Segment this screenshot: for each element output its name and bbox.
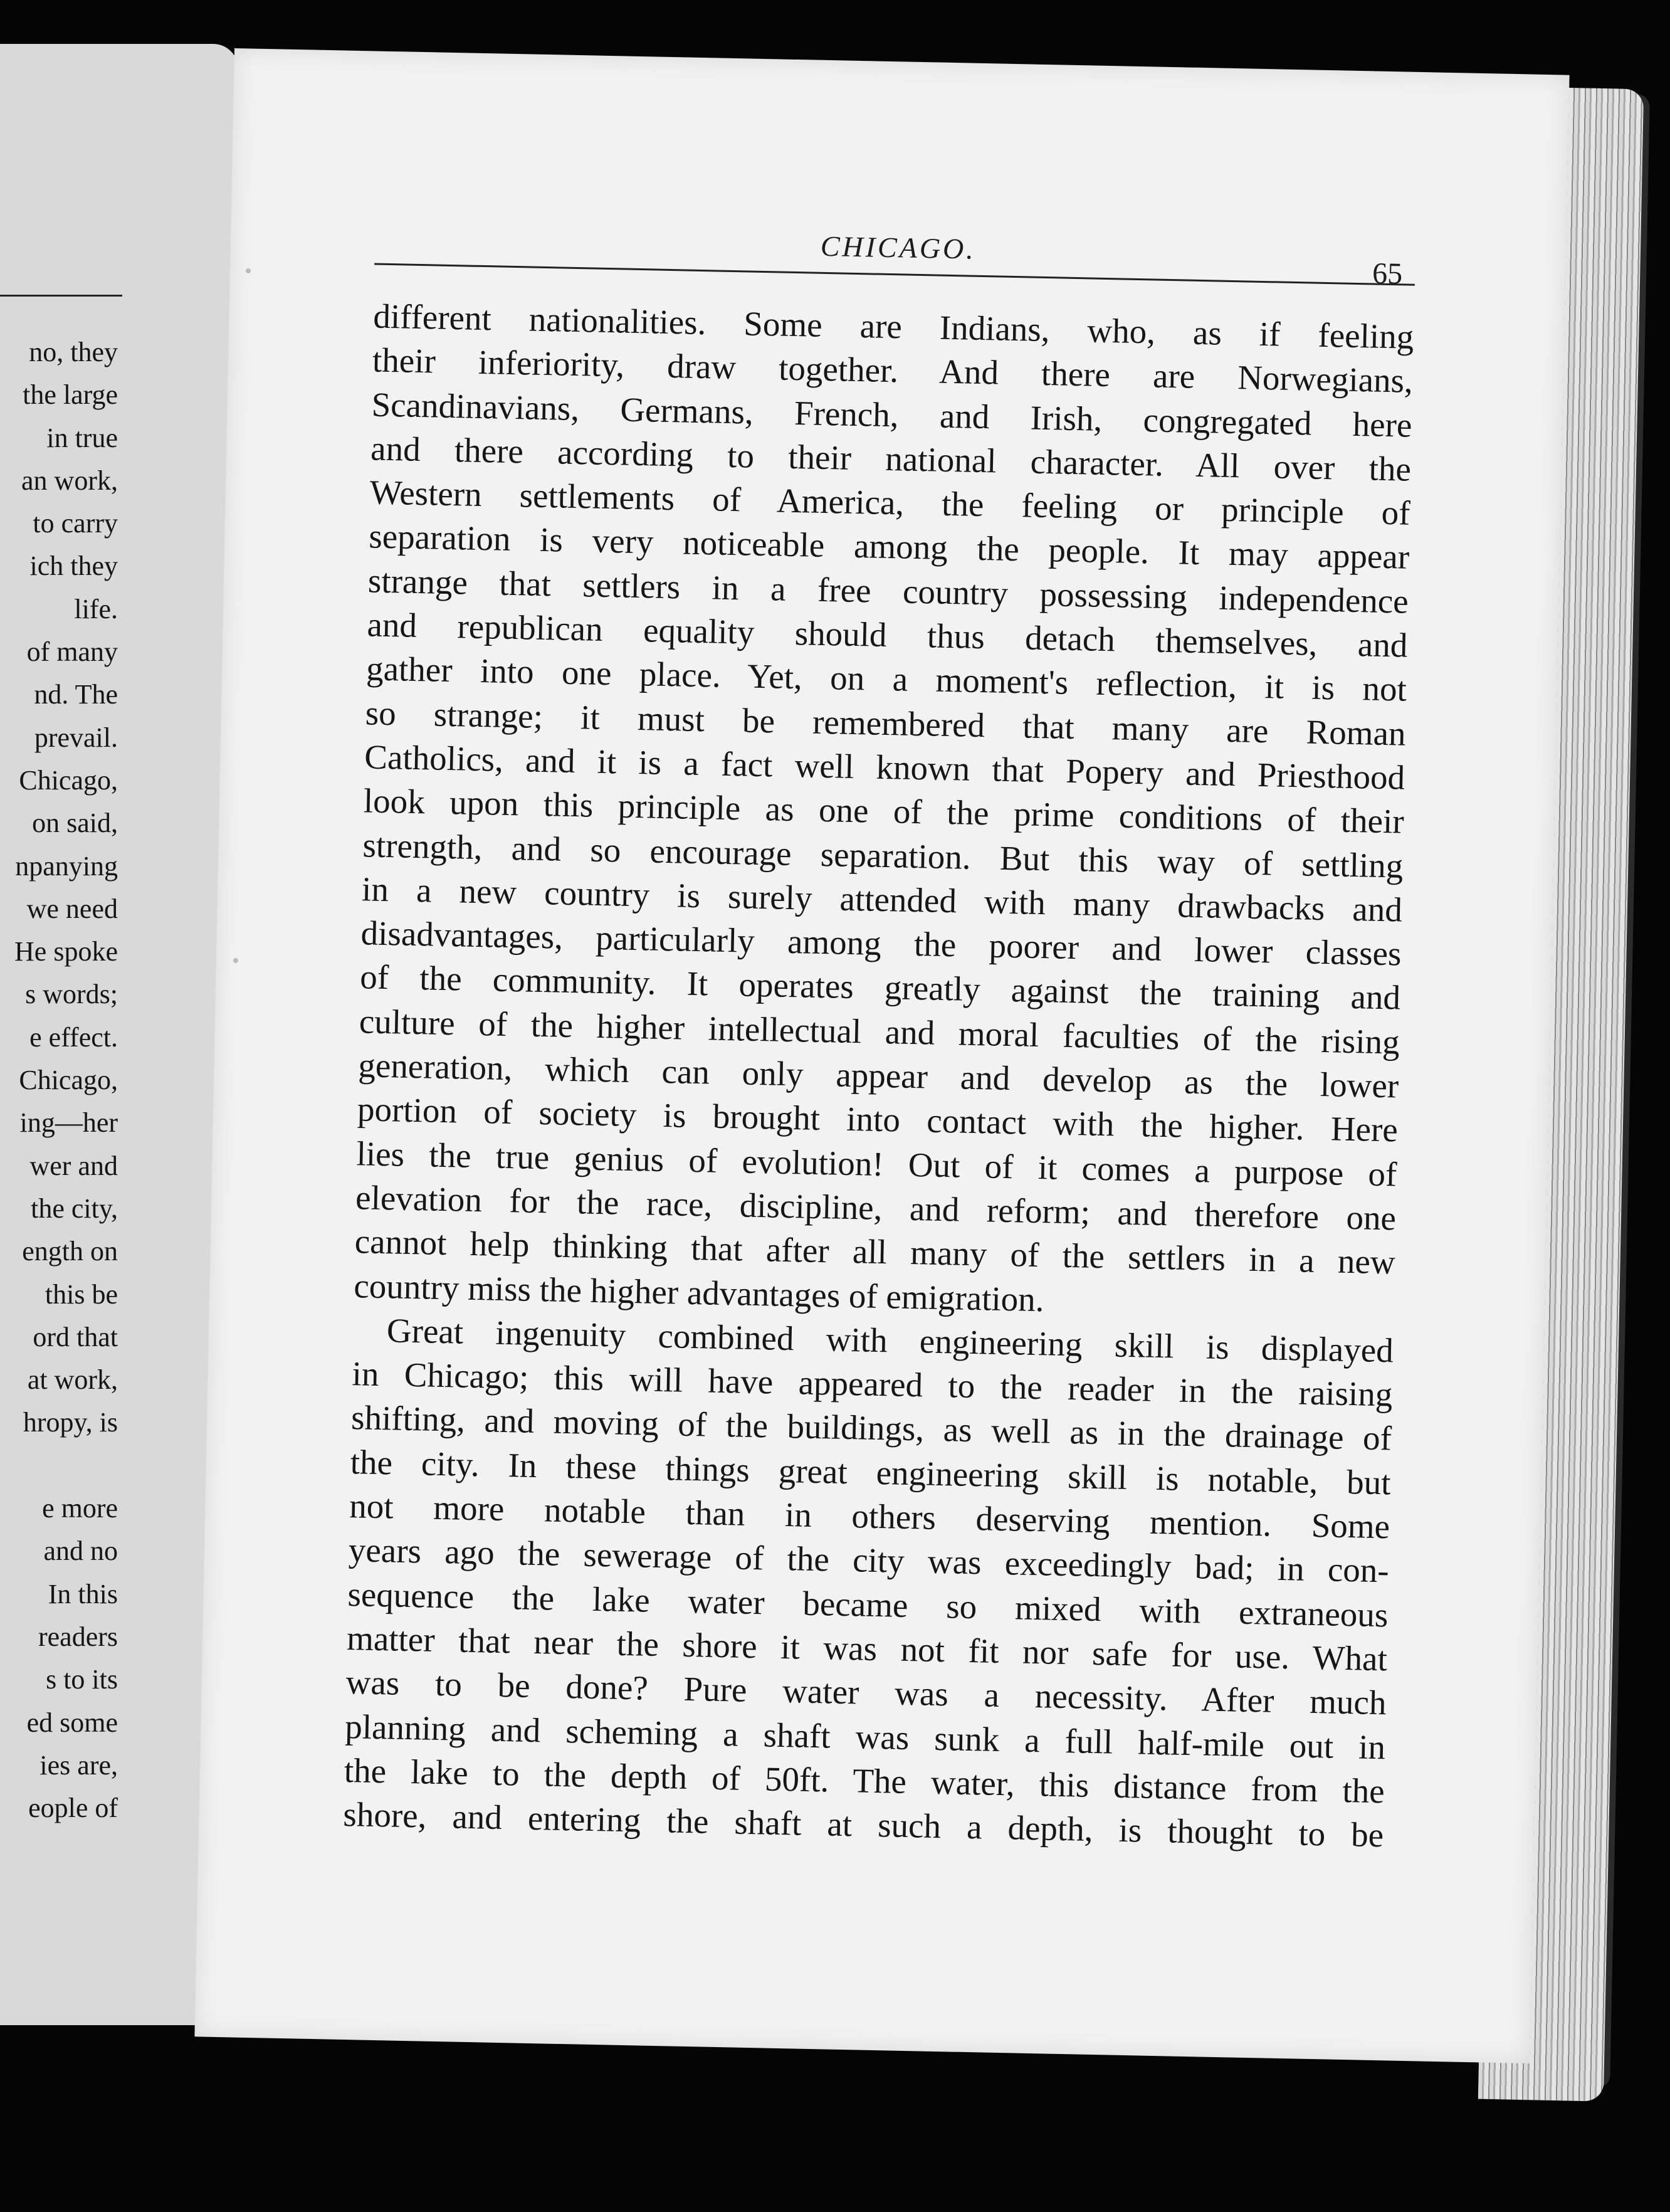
text-line: lies the true genius of evolution! Out of it comes a purpose of [356, 1134, 1397, 1194]
left-line: s words; [25, 979, 118, 1010]
text-line: gather into one place. Yet, on a moment's reflection, it is not [365, 649, 1407, 709]
text-line: Catholics, and it is a fact well known that Popery and Priesthood [364, 737, 1405, 797]
left-line: nd. The [34, 679, 118, 710]
text-line: and republican equality should thus detach themselves, and [367, 605, 1408, 665]
left-line: to carry [33, 508, 118, 539]
body-text [343, 294, 1414, 1857]
left-header-rule [0, 295, 122, 297]
left-line: no, they [29, 337, 118, 367]
right-page [194, 48, 1569, 2063]
binding-mark [233, 958, 238, 963]
text-line: strength, and so encourage separation. But this way of settling [362, 825, 1404, 885]
text-line: shifting, and moving of the buildings, as well as in the drainage of [350, 1398, 1392, 1458]
left-line: prevail. [34, 722, 118, 753]
text-line: strange that settlers in a free country possessing independence [367, 561, 1409, 621]
left-line: hropy, is [23, 1407, 118, 1438]
running-header-title: CHICAGO. [820, 229, 977, 265]
left-line: He spoke [14, 936, 118, 967]
text-line: of the community. It operates greatly against the training and [359, 957, 1401, 1018]
text-line: years ago the sewerage of the city was exceedingly bad; in con- [348, 1530, 1390, 1590]
text-line: was to be done? Pure water was a necessity. After much [345, 1663, 1387, 1722]
left-line: an work, [21, 465, 118, 496]
left-line: the large [23, 379, 118, 411]
text-line: separation is very noticeable among the people. It may appear [368, 517, 1410, 577]
text-line: Great ingenuity combined with engineering skill is displayed [386, 1311, 1394, 1370]
text-line: matter that near the shore it was not fit nor safe for use. What [346, 1618, 1388, 1678]
left-line: wer and [29, 1150, 118, 1181]
left-line: at work, [27, 1364, 118, 1396]
page-number: 65 [1372, 256, 1403, 291]
left-paragraph-gap [14, 1445, 118, 1487]
text-line: planning and scheming a shaft was sunk a full half-mile out in [344, 1707, 1386, 1766]
left-line: in true [46, 422, 118, 453]
text-line: sequence the lake water became so mixed with extraneous [347, 1574, 1389, 1634]
text-line: cannot help thinking that after all many of the settlers in a new [354, 1222, 1396, 1282]
text-line: look upon this principle as one of the prime conditions of their [363, 781, 1405, 841]
text-line: and there according to their national character. All over the [370, 429, 1412, 488]
text-line: country miss the higher advantages of emigration. [353, 1266, 1045, 1319]
text-line: shore, and entering the shaft at such a depth, is thought to be [342, 1795, 1384, 1855]
left-line: we need [26, 893, 118, 924]
left-line: life. [74, 593, 118, 624]
text-line: so strange; it must be remembered that many are Roman [365, 693, 1407, 753]
text-line: portion of society is brought into contact with the higher. Here [357, 1090, 1399, 1149]
left-line: and no [43, 1535, 118, 1567]
left-line: In this [48, 1578, 118, 1609]
left-line: s to its [46, 1664, 118, 1695]
left-line: the city, [31, 1193, 118, 1224]
left-line: e effect. [29, 1021, 118, 1053]
text-line: generation, which can only appear and develop as the lower [357, 1046, 1399, 1105]
left-line: Chicago, [19, 764, 118, 796]
left-line: e more [42, 1493, 118, 1524]
text-line: not more notable than in others deserving mention. Some [349, 1487, 1390, 1546]
text-line: different nationalities. Some are Indians, who, as if feeling [372, 297, 1414, 356]
left-line: ord that [33, 1321, 118, 1352]
left-line: ies are, [39, 1749, 118, 1781]
text-line: Western settlements of America, the feeling or principle of [369, 473, 1411, 532]
text-line: the city. In these things great engineering skill is notable, but [350, 1442, 1392, 1502]
left-line: readers [38, 1621, 118, 1652]
left-line: ed some [26, 1707, 118, 1738]
text-line: the lake to the depth of 50ft. The water, this distance from the [344, 1751, 1385, 1811]
left-line: on said, [32, 808, 118, 839]
left-line: Chicago, [19, 1065, 118, 1096]
left-line: ing—her [19, 1107, 118, 1139]
binding-mark [246, 268, 251, 273]
text-line: their inferiority, draw together. And there are Norwegians, [372, 340, 1414, 401]
left-line: npanying [15, 850, 118, 882]
text-line: Scandinavians, Germans, French, and Irish, congregated here [371, 385, 1412, 445]
text-line: elevation for the race, discipline, and reform; and therefore one [355, 1178, 1397, 1238]
left-page-text-fragments [14, 331, 118, 1830]
text-line: culture of the higher intellectual and moral faculties of the rising [359, 1002, 1400, 1061]
left-line: of many [26, 636, 118, 668]
left-line: eople of [28, 1793, 118, 1824]
text-line: disadvantages, particularly among the poorer and lower classes [360, 914, 1402, 973]
left-line: ength on [22, 1236, 118, 1267]
left-line: this be [45, 1278, 118, 1310]
text-line: in Chicago; this will have appeared to the reader in the raising [352, 1354, 1393, 1414]
left-line: ich they [29, 550, 118, 582]
text-line: in a new country is surely attended with many drawbacks and [361, 870, 1403, 929]
